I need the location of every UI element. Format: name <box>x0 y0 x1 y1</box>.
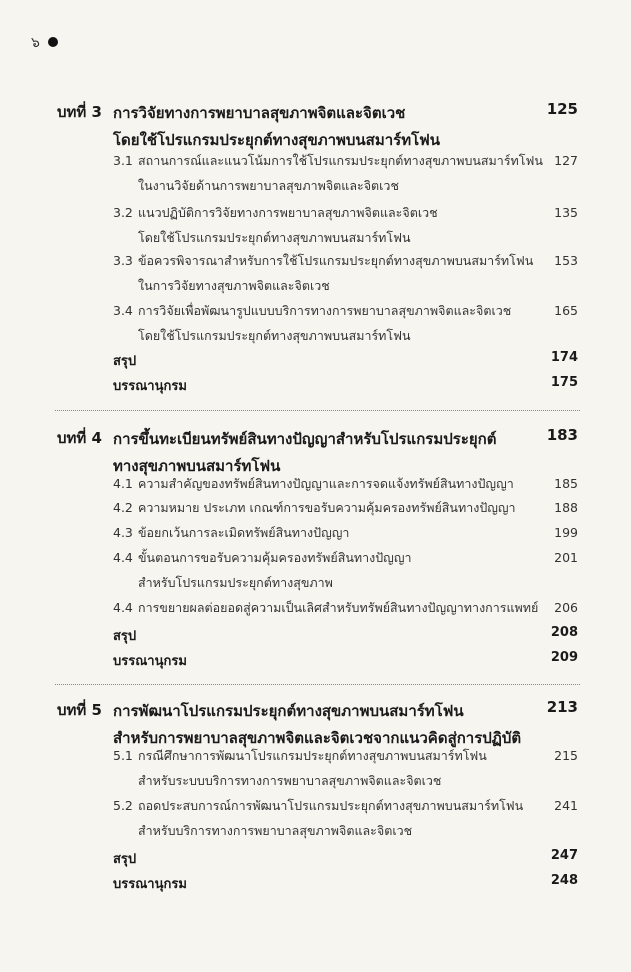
section-title <box>138 495 543 520</box>
section-page: 215 <box>554 748 578 763</box>
section-page: 241 <box>554 798 578 813</box>
summary-label: สรุป <box>113 852 137 867</box>
section-title-line2: สำหรับโปรแกรมประยุกต์ทางสุขภาพ <box>138 575 333 590</box>
section-number: 3.1 <box>113 153 133 168</box>
chapter-title-line1: การวิจัยทางการพยาบาลสุขภาพจิตและจิตเวช <box>113 104 406 122</box>
chapter-page: 213 <box>546 698 578 716</box>
section-title <box>138 793 543 843</box>
section-title <box>138 471 543 496</box>
section-page: 165 <box>554 303 578 318</box>
section-title-line1: ขั้นตอนการขอรับความคุ้มครองทรัพย์สินทางปัญญา <box>138 550 412 565</box>
section-title-line1: ข้อควรพิจารณาสำหรับการใช้โปรแกรมประยุกต์ทางสุขภาพบนสมาร์ทโฟน <box>138 253 534 268</box>
section-number: 5.1 <box>113 748 133 763</box>
section-title-line1: การวิจัยเพื่อพัฒนารูปแบบบริการทางการพยาบาลสุขภาพจิตและจิตเวช <box>138 303 512 318</box>
section-page: 199 <box>554 525 578 540</box>
summary-label: สรุป <box>113 629 137 644</box>
section-page: 206 <box>554 600 578 615</box>
section-title-line1: ข้อยกเว้นการละเมิดทรัพย์สินทางปัญญา <box>138 525 350 540</box>
section-title-line2: สำหรับระบบบริการทางการพยาบาลสุขภาพจิตและจิตเวช <box>138 773 442 788</box>
section-page: 185 <box>554 476 578 491</box>
section-page: 135 <box>554 205 578 220</box>
section-number: 4.4 <box>113 550 133 565</box>
summary-page: 247 <box>550 848 578 863</box>
section-title <box>138 200 543 250</box>
section-title <box>138 298 543 348</box>
section-page: 127 <box>554 153 578 168</box>
bibliography-page: 209 <box>550 650 578 665</box>
section-number: 4.3 <box>113 525 133 540</box>
bibliography-label: บรรณานุกรม <box>113 654 187 669</box>
section-title <box>138 743 543 793</box>
section-number: 5.2 <box>113 798 133 813</box>
section-number: 3.2 <box>113 205 133 220</box>
section-title-line2: โดยใช้โปรแกรมประยุกต์ทางสุขภาพบนสมาร์ทโฟน <box>138 328 411 343</box>
section-title <box>138 248 543 298</box>
summary-label: สรุป <box>113 354 137 369</box>
section-page: 201 <box>554 550 578 565</box>
chapter-title-line1: การขึ้นทะเบียนทรัพย์สินทางปัญญาสำหรับโปรแกรมประยุกต์ <box>113 430 497 448</box>
section-title <box>138 595 543 620</box>
summary-page: 208 <box>550 625 578 640</box>
section-title-line1: ถอดประสบการณ์การพัฒนาโปรแกรมประยุกต์ทางสุขภาพบนสมาร์ทโฟน <box>138 798 524 813</box>
section-number: 3.4 <box>113 303 133 318</box>
chapter-title-line2: สำหรับการพยาบาลสุขภาพจิตและจิตเวชจากแนวคิดสู่การปฏิบัติ <box>113 729 522 747</box>
section-number: 4.1 <box>113 476 133 491</box>
bibliography-label: บรรณานุกรม <box>113 877 187 892</box>
bibliography-page: 175 <box>550 375 578 390</box>
section-title-line2: โดยใช้โปรแกรมประยุกต์ทางสุขภาพบนสมาร์ทโฟน <box>138 230 411 245</box>
bibliography-page: 248 <box>550 873 578 888</box>
section-title-line1: ความสำคัญของทรัพย์สินทางปัญญาและการจดแจ้งทรัพย์สินทางปัญญา <box>138 476 514 491</box>
chapter-label: บทที่ 3 <box>57 103 102 121</box>
chapter-page: 183 <box>546 426 578 444</box>
section-title-line2: ในการวิจัยทางสุขภาพจิตและจิตเวช <box>138 278 330 293</box>
chapter-label: บทที่ 5 <box>57 701 102 719</box>
section-title-line1: กรณีศึกษาการพัฒนาโปรแกรมประยุกต์ทางสุขภาพบนสมาร์ทโฟน <box>138 748 487 763</box>
bullet-dot <box>48 37 58 47</box>
section-title-line1: ความหมาย ประเภท เกณฑ์การขอรับความคุ้มครองทรัพย์สินทางปัญญา <box>138 500 516 515</box>
section-title <box>138 520 543 545</box>
section-title <box>138 148 543 198</box>
section-title <box>138 545 543 595</box>
page-number: ๖ <box>31 35 40 51</box>
section-number: 3.3 <box>113 253 133 268</box>
chapter-title-line1: การพัฒนาโปรแกรมประยุกต์ทางสุขภาพบนสมาร์ทโฟน <box>113 702 464 720</box>
section-number: 4.2 <box>113 500 133 515</box>
section-number: 4.4 <box>113 600 133 615</box>
chapter-title-line2: ทางสุขภาพบนสมาร์ทโฟน <box>113 457 281 475</box>
section-title-line2: สำหรับบริการทางการพยาบาลสุขภาพจิตและจิตเวช <box>138 823 413 838</box>
section-title-line1: การขยายผลต่อยอดสู่ความเป็นเลิศสำหรับทรัพย์สินทางปัญญาทางการแพทย์ <box>138 600 539 615</box>
section-divider <box>55 410 580 411</box>
bibliography-label: บรรณานุกรม <box>113 379 187 394</box>
section-title-line2: ในงานวิจัยด้านการพยาบาลสุขภาพจิตและจิตเวช <box>138 178 399 193</box>
section-divider <box>55 684 580 685</box>
chapter-title-line2: โดยใช้โปรแกรมประยุกต์ทางสุขภาพบนสมาร์ทโฟน <box>113 131 441 149</box>
chapter-page: 125 <box>546 100 578 118</box>
section-title-line1: สถานการณ์และแนวโน้มการใช้โปรแกรมประยุกต์ทางสุขภาพบนสมาร์ทโฟน <box>138 153 543 168</box>
chapter-title <box>113 100 533 154</box>
summary-page: 174 <box>550 350 578 365</box>
section-page: 153 <box>554 253 578 268</box>
chapter-label: บทที่ 4 <box>57 429 102 447</box>
section-title-line1: แนวปฏิบัติการวิจัยทางการพยาบาลสุขภาพจิตและจิตเวช <box>138 205 438 220</box>
section-page: 188 <box>554 500 578 515</box>
